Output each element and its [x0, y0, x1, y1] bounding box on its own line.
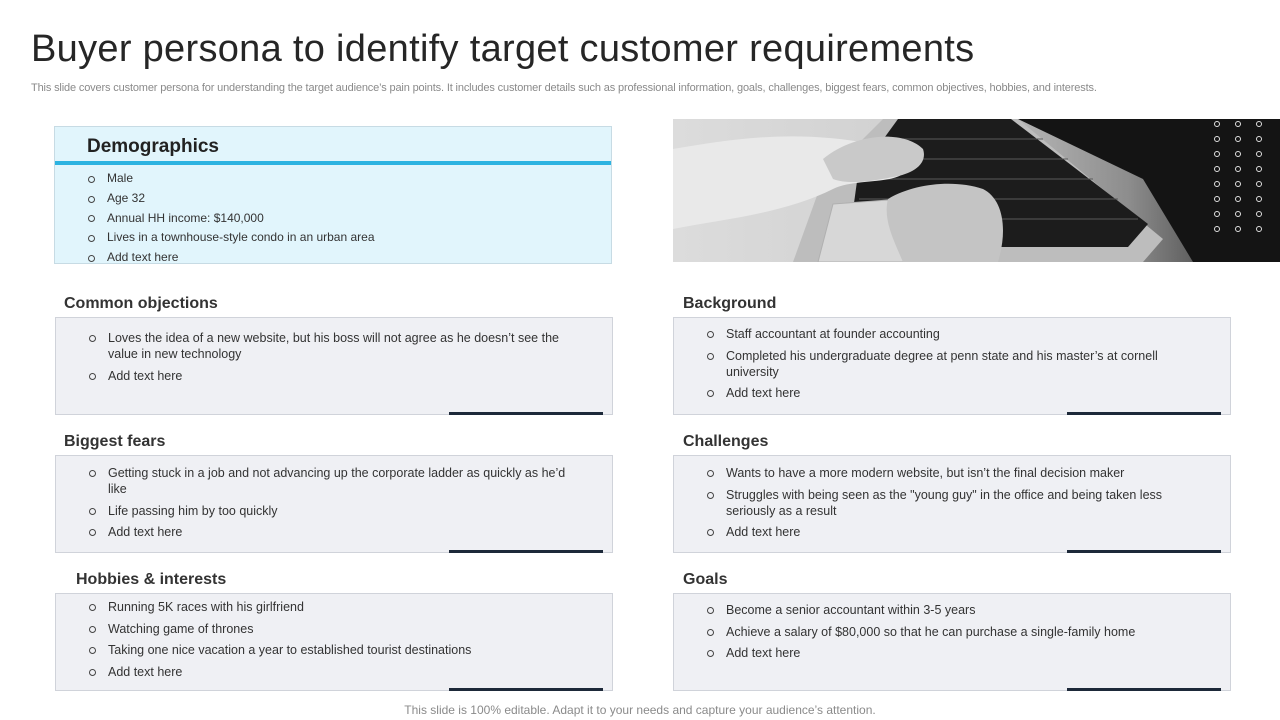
challenges-list	[707, 465, 1187, 546]
list-item-text: Lives in a townhouse-style condo in an urban area	[107, 230, 375, 245]
list-item	[89, 465, 569, 497]
list-item	[88, 248, 611, 268]
list-item-text: Add text here	[108, 368, 183, 383]
list-item-text: Add text here	[108, 664, 183, 679]
challenges-title: Challenges	[683, 433, 769, 450]
demographics-header	[55, 127, 611, 165]
bullet-icon	[88, 235, 95, 242]
common-objections-list	[89, 330, 569, 389]
list-item-text: Add text here	[107, 250, 179, 265]
demographics-title: Demographics	[87, 136, 219, 157]
list-item	[707, 524, 1187, 540]
list-item	[707, 487, 1187, 519]
bullet-icon	[707, 470, 714, 477]
list-item	[707, 602, 1187, 618]
bullet-icon	[88, 176, 95, 183]
hobbies-title: Hobbies & interests	[76, 571, 227, 588]
bullet-icon	[707, 353, 714, 360]
accent-bar	[1067, 688, 1221, 691]
common-objections-box	[55, 317, 613, 415]
background-box	[673, 317, 1231, 415]
list-item	[707, 465, 1187, 481]
list-item-text: Taking one nice vacation a year to established tourist destinations	[108, 643, 472, 657]
list-item-text: Add text here	[108, 525, 183, 539]
goals-title: Goals	[683, 571, 728, 588]
list-item-text: Add text here	[726, 646, 801, 660]
bullet-icon	[707, 492, 714, 499]
list-item	[89, 664, 569, 680]
laptop-typing-photo	[673, 119, 1280, 262]
accent-bar	[1067, 550, 1221, 553]
list-item	[707, 624, 1187, 640]
laptop-illustration	[673, 119, 1280, 262]
list-item-text: Life passing him by too quickly	[108, 503, 278, 518]
hobbies-box	[55, 593, 613, 691]
bullet-icon	[89, 470, 96, 477]
list-item	[89, 621, 569, 637]
bullet-icon	[89, 373, 96, 380]
list-item-text: Watching game of thrones	[108, 621, 254, 636]
accent-bar	[1067, 412, 1221, 415]
challenges-box	[673, 455, 1231, 553]
bullet-icon	[707, 529, 714, 536]
list-item	[89, 524, 569, 540]
list-item-text: Struggles with being seen as the "young guy" in the office and being taken less seriously as a result	[726, 487, 1163, 518]
list-item-text: Wants to have a more modern website, but isn’t the final decision maker	[726, 466, 1125, 480]
demographics-card	[54, 126, 612, 264]
list-item	[88, 228, 611, 248]
list-item	[88, 189, 611, 209]
accent-bar	[449, 412, 603, 415]
goals-list	[707, 602, 1187, 667]
list-item-text: Add text here	[726, 525, 801, 539]
bullet-icon	[88, 196, 95, 203]
list-item-text: Running 5K races with his girlfriend	[108, 600, 304, 614]
list-item	[89, 330, 569, 362]
list-item-text: Annual HH income: $140,000	[107, 210, 264, 225]
page-subtitle: This slide covers customer persona for understanding the target audience’s pain points. It includes customer details such as professional information, goals, challenges, biggest fears, common objectives, hobbies, and interests.	[31, 82, 1097, 94]
biggest-fears-title: Biggest fears	[64, 433, 166, 450]
list-item	[89, 503, 569, 519]
list-item-text: Achieve a salary of $80,000 so that he can purchase a single-family home	[726, 624, 1136, 639]
list-item-text: Completed his undergraduate degree at penn state and his master’s at cornell university	[726, 348, 1158, 379]
list-item-text: Male	[107, 171, 134, 185]
background-list	[707, 326, 1187, 407]
bullet-icon	[88, 255, 95, 262]
bullet-icon	[89, 335, 96, 342]
hobbies-list	[89, 599, 569, 685]
footer-note: This slide is 100% editable. Adapt it to your needs and capture your audience’s attention.	[404, 703, 876, 717]
background-title: Background	[683, 295, 777, 312]
list-item	[88, 169, 611, 189]
list-item-text: Age 32	[107, 190, 146, 205]
bullet-icon	[88, 215, 95, 222]
list-item	[707, 645, 1187, 661]
bullet-icon	[707, 390, 714, 397]
list-item	[89, 368, 569, 384]
bullet-icon	[89, 529, 96, 536]
list-item-text: Become a senior accountant within 3-5 years	[726, 603, 976, 617]
bullet-icon	[89, 647, 96, 654]
common-objections-title: Common objections	[64, 295, 218, 312]
biggest-fears-box	[55, 455, 613, 553]
bullet-icon	[707, 331, 714, 338]
bullet-icon	[89, 508, 96, 515]
list-item-text: Getting stuck in a job and not advancing up the corporate ladder as quickly as he’d like	[108, 466, 566, 496]
list-item	[707, 348, 1187, 380]
list-item	[89, 642, 569, 658]
list-item-text: Staff accountant at founder accounting	[726, 327, 940, 341]
biggest-fears-list	[89, 465, 569, 546]
bullet-icon	[89, 669, 96, 676]
page-title: Buyer persona to identify target customer requirements	[31, 28, 975, 70]
accent-bar	[449, 550, 603, 553]
demographics-list	[55, 165, 611, 268]
goals-box	[673, 593, 1231, 691]
list-item	[707, 326, 1187, 342]
list-item	[89, 599, 569, 615]
list-item-text: Loves the idea of a new website, but his boss will not agree as he doesn’t see the value in new technology	[108, 331, 559, 361]
accent-bar	[449, 688, 603, 691]
bullet-icon	[89, 604, 96, 611]
bullet-icon	[707, 650, 714, 657]
bullet-icon	[89, 626, 96, 633]
bullet-icon	[707, 629, 714, 636]
list-item	[707, 385, 1187, 401]
list-item-text: Add text here	[726, 386, 801, 400]
bullet-icon	[707, 607, 714, 614]
list-item	[88, 209, 611, 229]
